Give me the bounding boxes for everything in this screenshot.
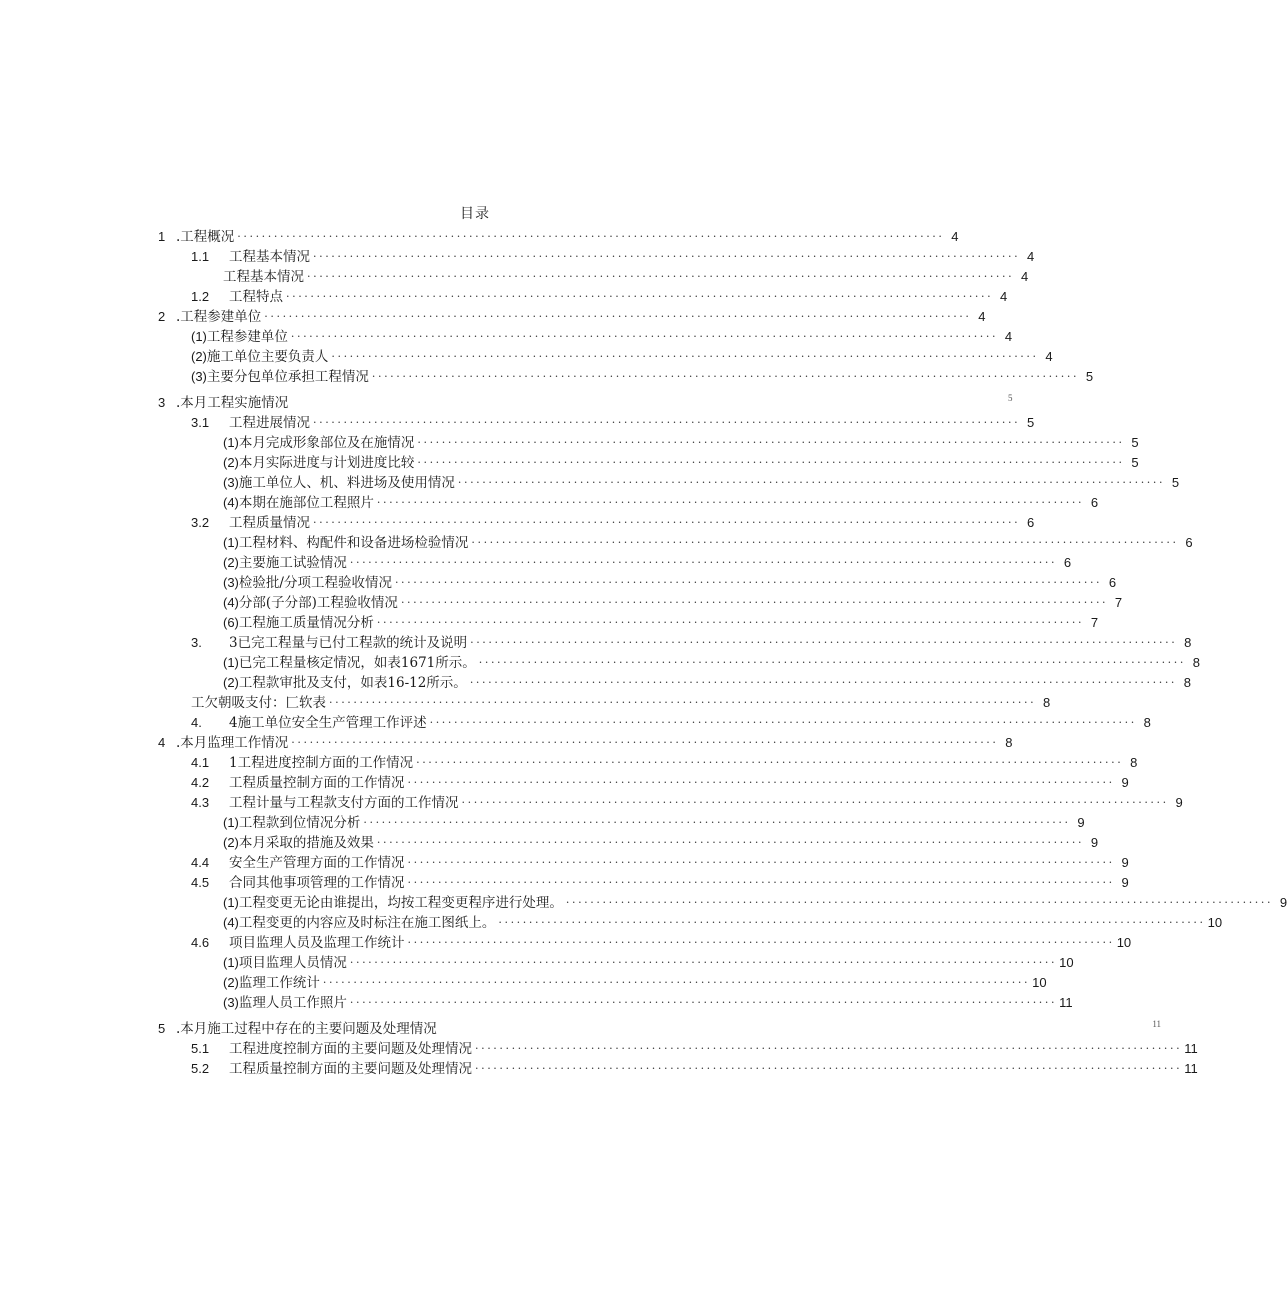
toc-entry-title: 工程基本情况 — [229, 249, 310, 265]
toc-entry-number: 3 — [158, 395, 166, 410]
toc-entry[interactable] — [158, 671, 1192, 691]
toc-entry[interactable] — [158, 971, 1047, 991]
toc-entry-page: 5 — [1085, 369, 1094, 384]
toc-entry-title: 项目监理人员情况 — [238, 955, 347, 971]
toc-title: 目录 — [460, 206, 490, 222]
toc-entry-number: 4.1 — [191, 755, 210, 770]
toc-entry-title: .工程概况 — [176, 229, 235, 245]
toc-entry[interactable] — [158, 265, 1029, 285]
toc-entry-number: (2) — [223, 675, 239, 690]
dot-leader: .................................................................................................................... — [457, 473, 1166, 486]
toc-entry-page: 10 — [1059, 955, 1074, 970]
toc-entry[interactable] — [158, 611, 1099, 631]
dot-leader: .................................................................................................................... — [371, 367, 1080, 380]
toc-entry-number: (2) — [223, 835, 239, 850]
dot-leader: .................................................................................................................... — [469, 673, 1178, 686]
toc-entry-page: 9 — [1121, 855, 1129, 870]
toc-entry-number: 3.2 — [191, 515, 210, 530]
dot-leader: .................................................................................................................... — [417, 453, 1125, 466]
toc-entry-number: (2) — [223, 455, 239, 470]
toc-entry[interactable] — [158, 365, 1094, 385]
toc-entry[interactable] — [158, 871, 1129, 891]
toc-entry-page: 9 — [1121, 875, 1129, 890]
toc-entry-title: 工程基本情况 — [223, 269, 304, 285]
toc-entry-number: 4.3 — [191, 795, 210, 810]
dot-leader: .................................................................................................................... — [363, 813, 1071, 826]
toc-entry-title: 主要分包单位承担工程情况 — [206, 369, 369, 385]
toc-entry-number: (1) — [223, 535, 239, 550]
toc-entry-page: 10 — [1116, 935, 1132, 950]
toc-entry-page: 4 — [1004, 329, 1013, 344]
toc-entry-number: (3) — [223, 995, 239, 1010]
toc-entry-page: 5 — [1171, 475, 1180, 490]
toc-entry-page: 5 — [1008, 393, 1013, 403]
toc-entry-number: 5.1 — [191, 1041, 210, 1056]
dot-leader: .................................................................................................................... — [313, 247, 1021, 260]
toc-entry[interactable] — [158, 911, 1223, 931]
toc-entry-number: 1 — [158, 229, 166, 244]
toc-entry-title: 分部(子分部)工程验收情况 — [238, 595, 398, 611]
dot-leader: .................................................................................................................... — [349, 993, 1058, 1006]
toc-entry-number: 1.1 — [191, 249, 210, 264]
toc-entry-title: 工程质量控制方面的主要问题及处理情况 — [229, 1061, 472, 1077]
toc-entry-title: 监理工作统计 — [238, 975, 320, 991]
toc-entry-title: 本期在施部位工程照片 — [238, 495, 374, 511]
dot-leader: .................................................................................................................... — [407, 773, 1115, 786]
toc-entry-number: 4. — [191, 715, 202, 730]
toc-entry[interactable] — [158, 285, 1008, 305]
toc-entry[interactable] — [158, 751, 1138, 771]
toc-entry-page: 11 — [1059, 995, 1073, 1010]
toc-entry[interactable] — [158, 691, 1051, 711]
dot-leader: .................................................................................................................... — [400, 593, 1109, 606]
toc-entry[interactable] — [158, 491, 1099, 511]
toc-entry[interactable] — [158, 991, 1073, 1011]
toc-entry-page: 4 — [1045, 349, 1053, 364]
toc-entry-title: .工程参建单位 — [176, 309, 262, 325]
dot-leader: .................................................................................................................... — [376, 493, 1085, 506]
toc-entry[interactable] — [158, 791, 1183, 811]
toc-entry[interactable] — [158, 245, 1035, 265]
toc-entry-number: 4 — [158, 735, 166, 750]
toc-entry-page: 6 — [1090, 495, 1099, 510]
toc-entry-page: 5 — [1131, 455, 1139, 470]
toc-entry-page: 8 — [1005, 735, 1013, 750]
toc-entry-number: (4) — [223, 495, 239, 510]
toc-entry-page: 6 — [1063, 555, 1072, 570]
toc-entry-number: 3. — [191, 635, 202, 650]
dot-leader: .................................................................................................................... — [407, 853, 1115, 866]
toc-entry-title: .本月监理工作情况 — [176, 735, 289, 751]
dot-leader: .................................................................................................................... — [329, 693, 1037, 706]
toc-entry-number: (1) — [223, 435, 239, 450]
toc-entry-number: (3) — [223, 475, 239, 490]
toc-entry-number: (2) — [223, 975, 239, 990]
dot-leader: .................................................................................................................... — [407, 873, 1115, 886]
dot-leader: .................................................................................................................... — [498, 913, 1206, 926]
toc-entry-page: 6 — [1108, 575, 1117, 590]
toc-entry-title: 工程参建单位 — [206, 329, 288, 345]
toc-entry-number: 4.6 — [191, 935, 210, 950]
toc-entry[interactable] — [158, 851, 1129, 871]
toc-entry[interactable] — [158, 771, 1129, 791]
toc-entry-page: 9 — [1090, 835, 1099, 850]
toc-entry-number: (2) — [191, 349, 207, 364]
toc-entry-page: 8 — [1042, 695, 1051, 710]
toc-entry-title: 检验批/分项工程验收情况 — [238, 575, 392, 591]
toc-entry-number: 4.5 — [191, 875, 210, 890]
toc-entry-page: 9 — [1279, 895, 1287, 910]
toc-entry[interactable] — [158, 225, 959, 245]
toc-entry[interactable] — [158, 431, 1139, 451]
dot-leader: .................................................................................................................... — [349, 553, 1058, 566]
toc-entry-title: 安全生产管理方面的工作情况 — [229, 855, 405, 871]
dot-leader: .................................................................................................................... — [376, 613, 1085, 626]
toc-entry-page: 5 — [1131, 435, 1139, 450]
toc-entry-page: 11 — [1184, 1061, 1198, 1076]
toc-entry-title: 本月采取的措施及效果 — [238, 835, 374, 851]
toc-entry[interactable] — [158, 451, 1139, 471]
dot-leader: .................................................................................................................... — [407, 933, 1115, 946]
dot-leader: .................................................................................................................... — [417, 433, 1125, 446]
toc-entry-number: (1) — [223, 895, 239, 910]
toc-entry-title: 施工单位主要负责人 — [206, 349, 329, 365]
dot-leader: .................................................................................................................... — [461, 793, 1169, 806]
toc-entry-number: (1) — [223, 815, 239, 830]
table-of-contents — [158, 225, 1287, 1077]
toc-entry-title: 4施工单位安全生产管理工作评述 — [229, 715, 427, 731]
toc-entry-title: 工程特点 — [229, 289, 283, 305]
toc-entry-title: 本月实际进度与计划进度比较 — [238, 455, 415, 471]
toc-entry[interactable] — [158, 1057, 1198, 1077]
toc-entry[interactable] — [158, 831, 1099, 851]
dot-leader: .................................................................................................................... — [264, 307, 972, 320]
toc-entry-page: 7 — [1090, 615, 1099, 630]
toc-entry-title: 工程质量控制方面的工作情况 — [229, 775, 405, 791]
toc-entry-page: 4 — [999, 289, 1008, 304]
dot-leader: .................................................................................................................... — [429, 713, 1137, 726]
toc-entry-page: 6 — [1185, 535, 1193, 550]
toc-entry[interactable] — [158, 551, 1072, 571]
toc-entry[interactable] — [158, 1037, 1198, 1057]
toc-entry[interactable] — [158, 471, 1180, 491]
toc-entry[interactable] — [158, 345, 1053, 365]
toc-entry-number: 5 — [158, 1021, 166, 1036]
dot-leader: .................................................................................................................... — [291, 733, 999, 746]
toc-entry-title: 工程款到位情况分析 — [238, 815, 361, 831]
toc-entry-page: 5 — [1026, 415, 1035, 430]
dot-leader: .................................................................................................................... — [322, 973, 1031, 986]
toc-entry-number: (4) — [223, 915, 239, 930]
toc-entry-title: 1工程进度控制方面的工作情况 — [229, 755, 414, 771]
toc-entry-page: 4 — [978, 309, 986, 324]
toc-entry-page: 8 — [1143, 715, 1151, 730]
toc-entry-title: 主要施工试验情况 — [238, 555, 347, 571]
toc-entry-page: 7 — [1114, 595, 1123, 610]
toc-entry-number: (1) — [223, 955, 239, 970]
toc-entry[interactable] — [158, 305, 986, 325]
dot-leader: .................................................................................................................... — [478, 653, 1186, 666]
dot-leader: .................................................................................................................... — [394, 573, 1103, 586]
toc-entry-page: 9 — [1077, 815, 1085, 830]
toc-entry[interactable] — [158, 531, 1193, 551]
dot-leader: .................................................................................................................... — [565, 893, 1274, 906]
toc-entry-page: 4 — [951, 229, 959, 244]
toc-entry[interactable] — [158, 511, 1035, 531]
toc-entry[interactable] — [158, 411, 1035, 431]
dot-leader: .................................................................................................................... — [313, 413, 1021, 426]
toc-entry[interactable] — [158, 891, 1287, 911]
toc-entry[interactable] — [158, 631, 1192, 651]
toc-entry-title: 工程变更的内容应及时标注在施工图纸上。 — [238, 915, 496, 931]
toc-entry-page: 11 — [1152, 1019, 1161, 1029]
toc-entry-title: 项目监理人员及监理工作统计 — [229, 935, 405, 951]
toc-entry-title: 工程变更无论由谁提出，均按工程变更程序进行处理。 — [238, 895, 563, 911]
toc-entry-number: 4.2 — [191, 775, 210, 790]
toc-entry-title: 合同其他事项管理的工作情况 — [229, 875, 405, 891]
toc-entry-title: 本月完成形象部位及在施情况 — [238, 435, 415, 451]
toc-entry-number: (2) — [223, 555, 239, 570]
toc-entry-page: 4 — [1020, 269, 1029, 284]
dot-leader: .................................................................................................................... — [470, 633, 1178, 646]
toc-entry-title: 3已完工程量与已付工程款的统计及说明 — [229, 635, 468, 651]
toc-entry-page: 9 — [1121, 775, 1129, 790]
toc-entry[interactable] — [158, 951, 1074, 971]
toc-entry[interactable] — [158, 731, 1013, 751]
toc-entry-page: 11 — [1184, 1041, 1198, 1056]
dot-leader: .................................................................................................................... — [331, 347, 1039, 360]
toc-entry-title: 工欠朝吸支付：匚软表 — [191, 695, 326, 711]
toc-entry-title: 工程款审批及支付，如表16-12所示。 — [238, 675, 467, 691]
toc-entry[interactable] — [158, 385, 1013, 411]
toc-entry-title: 工程进展情况 — [229, 415, 310, 431]
toc-entry-title: .本月工程实施情况 — [176, 395, 289, 411]
toc-entry-number: 3.1 — [191, 415, 210, 430]
dot-leader: .................................................................................................................... — [471, 533, 1179, 546]
toc-entry-number: 5.2 — [191, 1061, 210, 1076]
dot-leader: .................................................................................................................... — [307, 267, 1015, 280]
toc-entry-page: 10 — [1207, 915, 1223, 930]
dot-leader: .................................................................................................................... — [286, 287, 994, 300]
toc-entry-number: (1) — [191, 329, 207, 344]
toc-entry-number: 2 — [158, 309, 166, 324]
dot-leader: .................................................................................................................... — [475, 1039, 1183, 1052]
toc-entry[interactable] — [158, 1011, 1161, 1037]
toc-entry-number: (3) — [223, 575, 239, 590]
toc-entry-number: (6) — [223, 615, 239, 630]
toc-entry-page: 6 — [1026, 515, 1035, 530]
toc-entry-title: 已完工程量核定情况，如表1671所示。 — [238, 655, 476, 671]
toc-entry[interactable] — [158, 591, 1123, 611]
toc-entry-number: 1.2 — [191, 289, 210, 304]
toc-entry-number: (4) — [223, 595, 239, 610]
toc-entry-page: 8 — [1192, 655, 1200, 670]
dot-leader: .................................................................................................................... — [313, 513, 1021, 526]
toc-entry-title: 施工单位人、机、料进场及使用情况 — [238, 475, 455, 491]
toc-entry[interactable] — [158, 811, 1085, 831]
toc-entry[interactable] — [158, 571, 1117, 591]
toc-entry-page: 9 — [1175, 795, 1183, 810]
toc-entry-title: 工程材料、构配件和设备进场检验情况 — [238, 535, 469, 551]
dot-leader: .................................................................................................................... — [475, 1059, 1183, 1072]
toc-entry-title: 工程质量情况 — [229, 515, 310, 531]
toc-entry-page: 10 — [1032, 975, 1047, 990]
toc-entry-title: 监理人员工作照片 — [238, 995, 347, 1011]
dot-leader: .................................................................................................................... — [376, 833, 1085, 846]
toc-entry-page: 8 — [1184, 635, 1192, 650]
toc-entry-number: 4.4 — [191, 855, 210, 870]
toc-entry-page: 8 — [1130, 755, 1138, 770]
dot-leader: .................................................................................................................... — [290, 327, 999, 340]
toc-entry[interactable] — [158, 651, 1200, 671]
toc-entry-title: 工程施工质量情况分析 — [238, 615, 374, 631]
toc-entry[interactable] — [158, 931, 1132, 951]
toc-entry-number: (1) — [223, 655, 239, 670]
dot-leader: .................................................................................................................... — [237, 227, 945, 240]
dot-leader: .................................................................................................................... — [416, 753, 1124, 766]
toc-entry-page: 8 — [1183, 675, 1192, 690]
toc-entry-title: 工程计量与工程款支付方面的工作情况 — [229, 795, 459, 811]
toc-entry-title: .本月施工过程中存在的主要问题及处理情况 — [176, 1021, 437, 1037]
toc-entry-page: 4 — [1026, 249, 1035, 264]
dot-leader: .................................................................................................................... — [349, 953, 1058, 966]
toc-entry[interactable] — [158, 325, 1013, 345]
toc-entry[interactable] — [158, 711, 1151, 731]
toc-entry-title: 工程进度控制方面的主要问题及处理情况 — [229, 1041, 472, 1057]
toc-entry-number: (3) — [191, 369, 207, 384]
